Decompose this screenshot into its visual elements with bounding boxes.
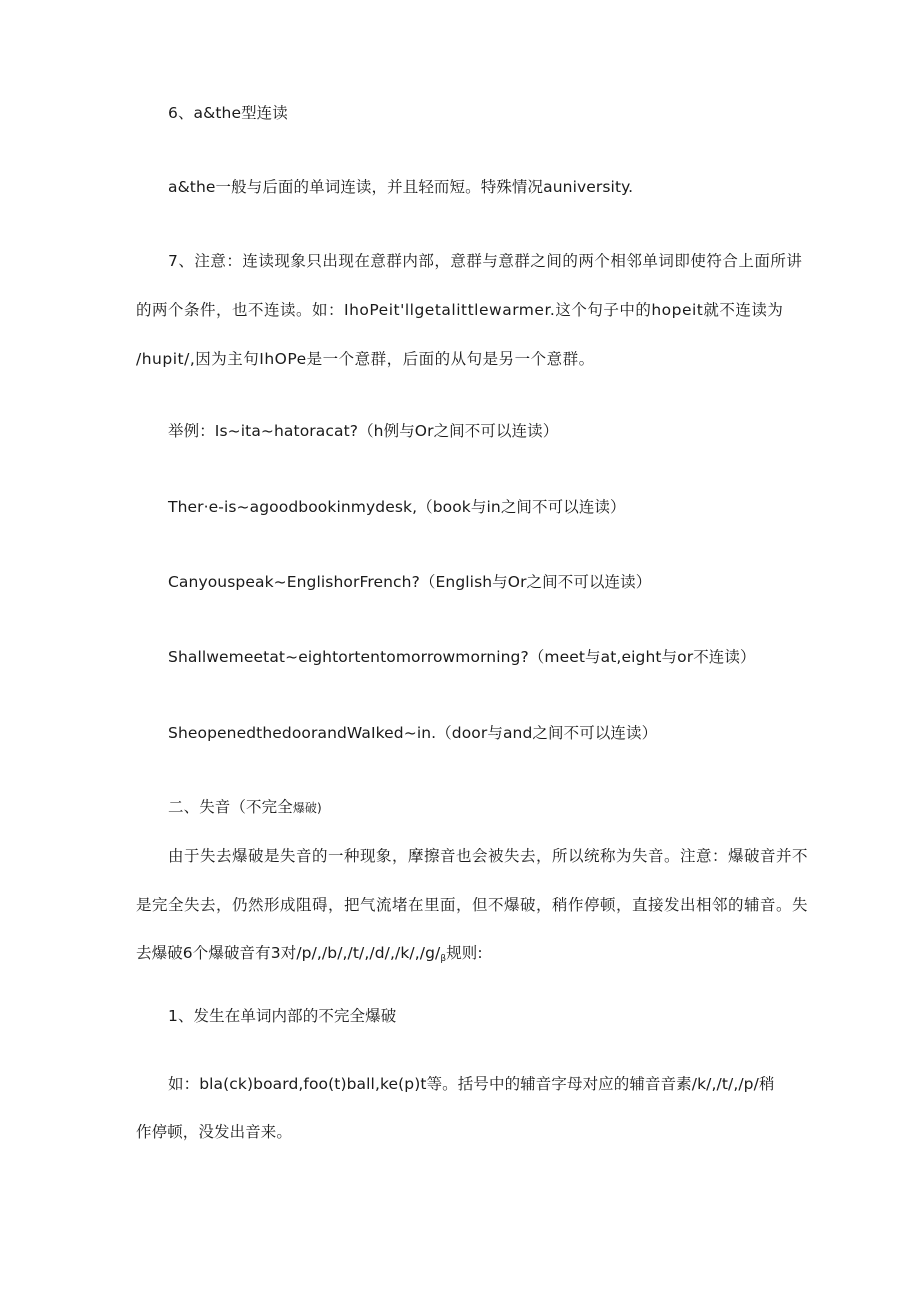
section-heading-main: 二、失音（不完全 (168, 798, 293, 816)
rule-label: 规则: (446, 944, 483, 962)
example-line-2: Ther·e-is~agoodbookinmydesk,（book与in之间不可以连读） (168, 498, 626, 516)
heading-a-the-liaison: 6、a&the型连读 (168, 104, 288, 122)
example-line-5: SheopenedthedoorandWaIked~in.（door与and之间不可以连读） (168, 724, 658, 742)
paragraph-note-line-2: 的两个条件，也不连读。如：IhoPeit'llgetalittlewarmer.这个句子中的hopeit就不连读为 (136, 301, 784, 319)
example-line-3: Canyouspeak~EnglishorFrench?（English与Or之间不可以连读） (168, 573, 652, 591)
paragraph-a-the-rule: a&the一般与后面的单词连读，并且轻而短。特殊情况auniversity. (168, 178, 634, 196)
example-line-1: 举例：Is~ita~hatoracat?（h例与Or之间不可以连读） (168, 422, 559, 440)
section-heading-small: 爆破) (292, 801, 322, 815)
example-line-4: Shallwemeetat~eightortentomorrowmorning?（meet与at,eight与or不连读） (168, 648, 756, 666)
plosive-pairs-text: 去爆破6个爆破音有3对/p/,/b/,/t/,/d/,/k/,/g/ (136, 944, 441, 962)
beta-subscript: β (440, 954, 447, 964)
paragraph-elision-line-1: 由于失去爆破是失音的一种现象，摩擦音也会被失去，所以统称为失音。注意：爆破音并不 (168, 847, 809, 865)
paragraph-elision-line-2: 是完全失去，仍然形成阻碍，把气流堵在里面，但不爆破，稍作停顿，直接发出相邻的辅音。失 (136, 896, 809, 914)
subheading-word-internal: 1、发生在单词内部的不完全爆破 (168, 1007, 397, 1025)
paragraph-note-line-3: /hupit/,因为主句IhOPe是一个意群，后面的从句是另一个意群。 (136, 350, 595, 368)
paragraph-note-line-1: 7、注意：连读现象只出现在意群内部，意群与意群之间的两个相邻单词即使符合上面所讲 (168, 252, 803, 270)
section-heading-elision (168, 797, 322, 818)
example-elision-line-1: 如：bla(ck)board,foo(t)ball,ke(p)t等。括号中的辅音字母对应的辅音音素/k/,/t/,/p/稍 (168, 1075, 775, 1093)
example-elision-line-2: 作停顿，没发出音来。 (136, 1123, 293, 1141)
paragraph-elision-line-3 (136, 943, 483, 969)
